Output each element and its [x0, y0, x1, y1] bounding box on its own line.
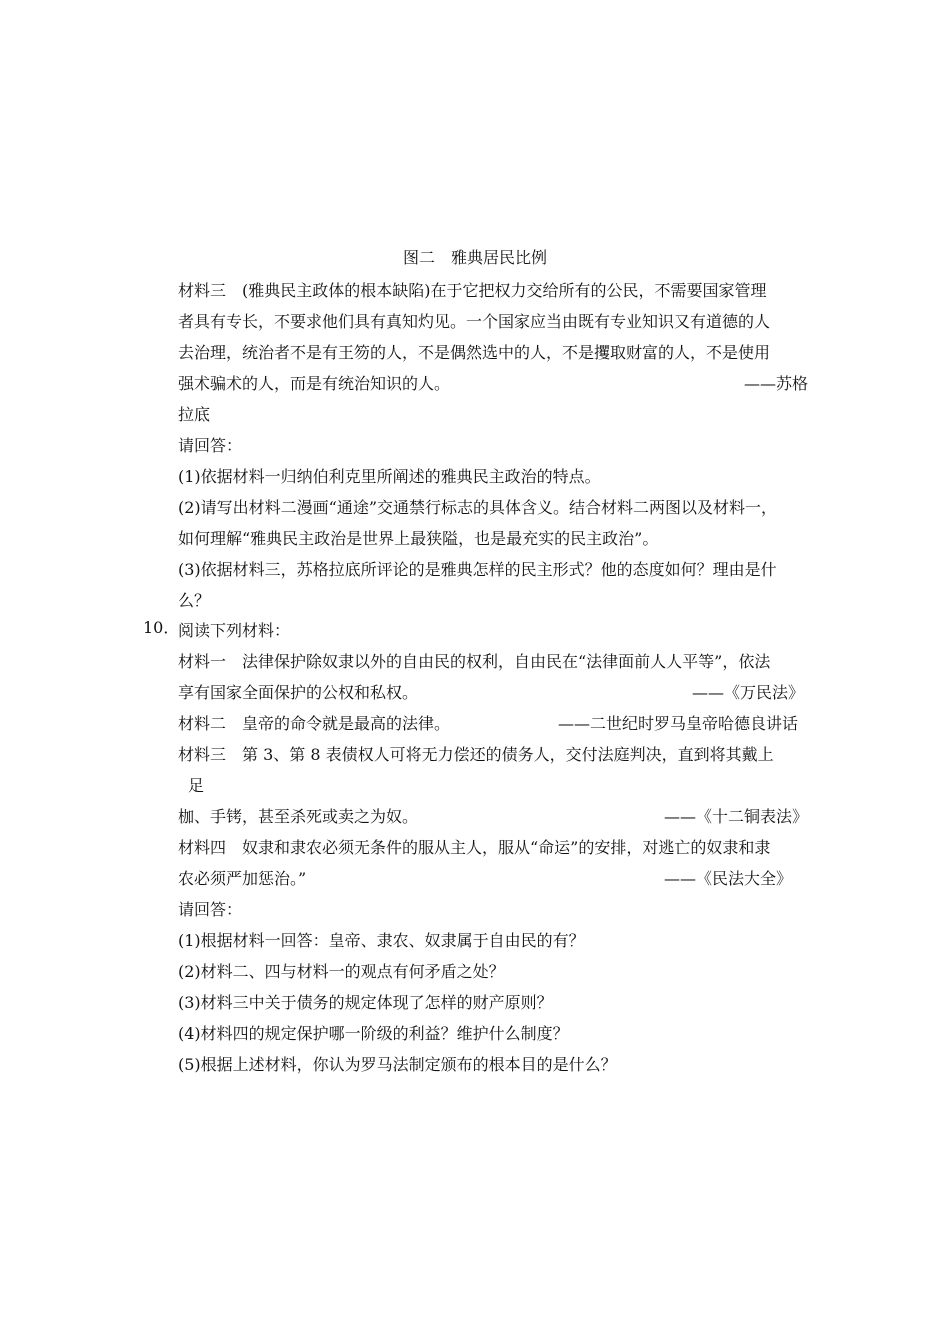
q10-material-2-line — [178, 708, 808, 739]
q10-sub-question-3: (3)材料三中关于债务的规定体现了怎样的财产原则？ — [178, 993, 553, 1012]
question-10-intro: 阅读下列材料： — [178, 621, 291, 640]
question-9-block — [178, 275, 808, 616]
q10-material-2-source: ——二世纪时罗马皇帝哈德良讲话 — [557, 714, 798, 733]
material-3-line-4 — [178, 368, 808, 399]
q10-sub-question-4: (4)材料四的规定保护哪一阶级的利益？维护什么制度？ — [178, 1024, 569, 1043]
q10-material-1-text-end: 享有国家全面保护的公权和私权。 — [178, 683, 419, 702]
material-3-text-end: 强术骗术的人，而是有统治知识的人。 — [178, 374, 451, 393]
q10-sub-question-1: (1)根据材料一回答：皇帝、隶农、奴隶属于自由民的有？ — [178, 931, 585, 950]
q10-material-3-line-1: 材料三 第 3、第 8 表债权人可将无力偿还的债务人，交付法庭判决，直到将其戴上 — [178, 745, 774, 764]
q10-material-4-line-2 — [178, 863, 808, 894]
answer-prompt: 请回答： — [178, 436, 243, 455]
figure-caption: 图二 雅典居民比例 — [402, 248, 547, 267]
material-3-source-continued: 拉底 — [178, 405, 211, 424]
q10-sub-question-2: (2)材料二、四与材料一的观点有何矛盾之处？ — [178, 962, 505, 981]
material-3-line-3: 去治理，统治者不是有王笏的人，不是偶然选中的人，不是攫取财富的人，不是使用 — [178, 343, 771, 362]
q10-material-4-line-1: 材料四 奴隶和隶农必须无条件的服从主人，服从“命运”的安排，对逃亡的奴隶和隶 — [178, 838, 771, 857]
q10-answer-prompt: 请回答： — [178, 900, 243, 919]
q10-material-3-text-end: 枷、手铐，甚至杀死或卖之为奴。 — [178, 807, 419, 826]
q10-material-3-line-2: 足 — [188, 776, 205, 795]
q10-material-2-text: 材料二 皇帝的命令就是最高的法律。 — [178, 714, 451, 733]
question-10-number: 10． — [143, 618, 180, 637]
sub-question-3-line-2: 么？ — [178, 591, 211, 610]
q10-material-4-source: ——《民法大全》 — [663, 869, 792, 888]
q10-material-3-source: ——《十二铜表法》 — [663, 807, 808, 826]
sub-question-2-line-1: (2)请写出材料二漫画“通途”交通禁行标志的具体含义。结合材料二两图以及材料一， — [178, 498, 778, 517]
q10-material-3-line-3 — [178, 801, 808, 832]
material-3-line-2: 者具有专长，不要求他们具有真知灼见。一个国家应当由既有专业知识又有道德的人 — [178, 312, 771, 331]
q10-material-1-source: ——《万民法》 — [691, 683, 804, 702]
q10-material-1-line-2 — [178, 677, 808, 708]
q10-material-4-text-end: 农必须严加惩治。” — [178, 869, 307, 888]
q10-material-1-line-1: 材料一 法律保护除奴隶以外的自由民的权利，自由民在“法律面前人人平等”，依法 — [178, 652, 771, 671]
question-10-block — [178, 615, 808, 1080]
material-3-line-1: 材料三 (雅典民主政体的根本缺陷)在于它把权力交给所有的公民，不需要国家管理 — [178, 281, 767, 300]
sub-question-3-line-1: (3)依据材料三，苏格拉底所评论的是雅典怎样的民主形式？他的态度如何？理由是什 — [178, 560, 777, 579]
q10-sub-question-5: (5)根据上述材料，你认为罗马法制定颁布的根本目的是什么？ — [178, 1055, 617, 1074]
sub-question-1: (1)依据材料一归纳伯利克里所阐述的雅典民主政治的特点。 — [178, 467, 601, 486]
sub-question-2-line-2: 如何理解“雅典民主政治是世界上最狭隘，也是最充实的民主政治”。 — [178, 529, 659, 548]
material-3-source: ——苏格 — [743, 374, 808, 393]
